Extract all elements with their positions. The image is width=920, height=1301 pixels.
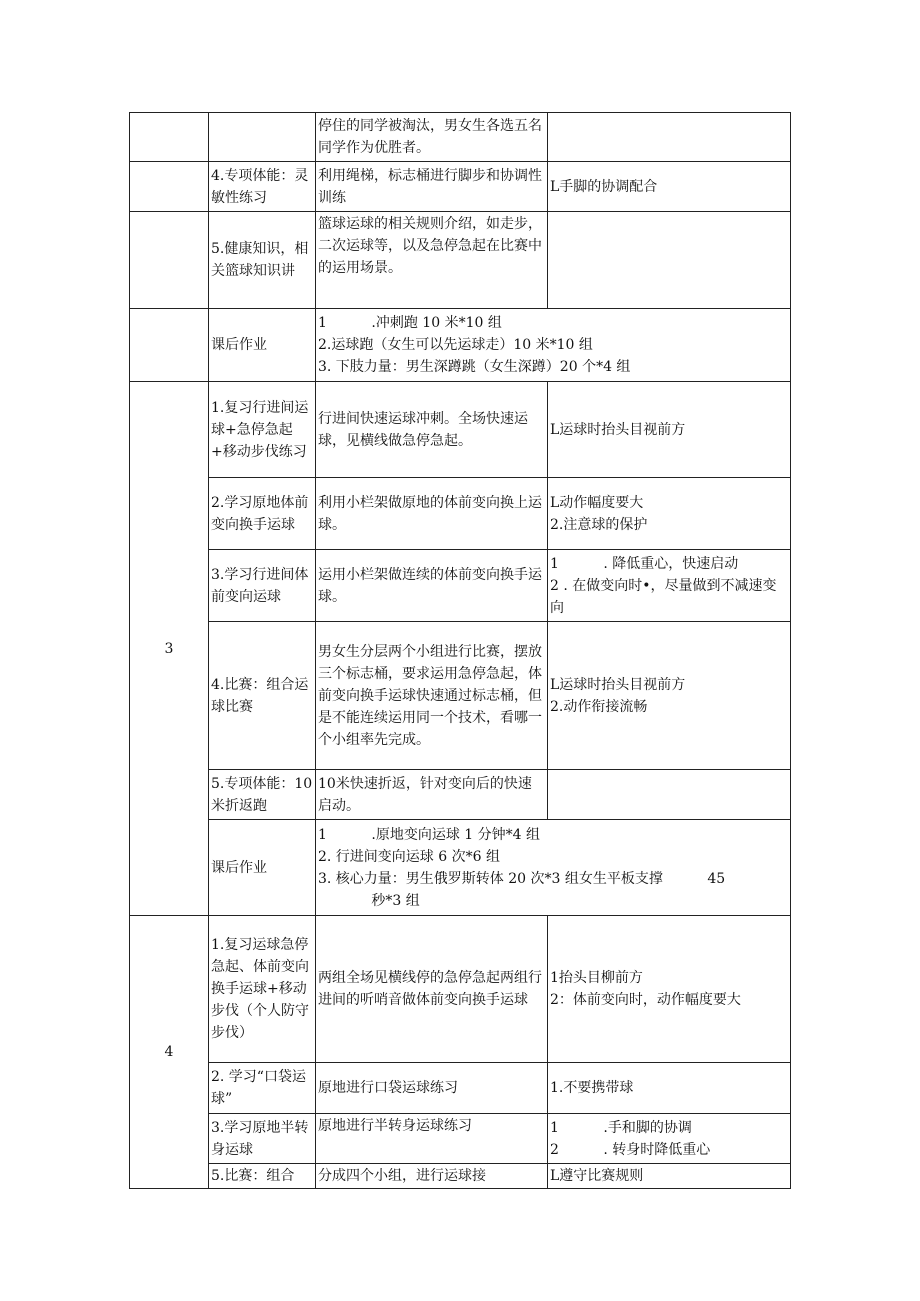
item-cell: 5.比赛：组合 <box>209 1164 316 1189</box>
point-line: L运球时抬头目视前方 <box>550 676 686 693</box>
table-row <box>130 212 791 309</box>
table-row <box>130 820 791 916</box>
point-line: 1抬头目柳前方 <box>550 970 643 986</box>
table-row <box>130 113 791 162</box>
points-cell <box>548 212 791 309</box>
item-cell: 2. 学习“口袋运球” <box>209 1063 316 1114</box>
homework-line: 3. 下肢力量：男生深蹲跳（女生深蹲）20 个*4 组 <box>318 359 631 375</box>
point-line: L动作幅度要大 <box>550 494 644 511</box>
point-line: 2 . 转身时降低重心 <box>550 1141 711 1158</box>
points-cell <box>548 550 791 622</box>
item-cell: 4.比赛：组合运球比赛 <box>209 622 316 770</box>
table-row <box>130 478 791 550</box>
content-cell: 行进间快速运球冲刺。全场快速运球，见横线做急停急起。 <box>316 382 548 478</box>
point-line: 1 .手和脚的协调 <box>550 1119 692 1136</box>
points-cell <box>548 1063 791 1114</box>
content-cell: 利用小栏架做原地的体前变向换上运球。 <box>316 478 548 550</box>
item-cell: 5.健康知识，相关篮球知识讲 <box>209 212 316 309</box>
item-cell <box>209 113 316 162</box>
content-cell: 两组全场见横线停的急停急起两组行进间的听哨音做体前变向换手运球 <box>316 916 548 1063</box>
points-cell <box>548 916 791 1063</box>
homework-cell <box>316 820 791 916</box>
point-line: L遵守比赛规则 <box>550 1168 644 1184</box>
homework-cell <box>316 309 791 382</box>
table-row <box>130 382 791 478</box>
content-cell: 分成四个小组，进行运球接 <box>316 1164 548 1189</box>
week-number: 4 <box>130 916 209 1189</box>
content-cell: 10米快速折返，针对变向后的快速启动。 <box>316 770 548 820</box>
point-line: L手脚的协调配合 <box>550 178 658 195</box>
week-cell <box>130 212 209 309</box>
homework-line: 秒*3 组 <box>318 892 420 909</box>
item-cell: 4.专项体能：灵敏性练习 <box>209 162 316 212</box>
lesson-plan-table <box>129 112 791 1189</box>
table-row <box>130 1164 791 1189</box>
point-line: L运球时抬头目视前方 <box>550 421 686 438</box>
item-cell: 1.复习运球急停急起、体前变向换手运球+移动步伐（个人防守步伐） <box>209 916 316 1063</box>
content-cell: 原地进行口袋运球练习 <box>316 1063 548 1114</box>
table-row <box>130 916 791 1063</box>
item-cell: 课后作业 <box>209 309 316 382</box>
table-row <box>130 162 791 212</box>
homework-line: 1 .冲刺跑 10 米*10 组 <box>318 315 502 331</box>
content-cell: 利用绳梯，标志桶进行脚步和协调性训练 <box>316 162 548 212</box>
point-line: 2 . 在做变向时•，尽量做到不减速变向 <box>550 577 777 616</box>
homework-line: 2.运球跑（女生可以先运球走）10 米*10 组 <box>318 337 593 353</box>
item-cell: 2.学习原地体前变向换手运球 <box>209 478 316 550</box>
point-line: 2.注意球的保护 <box>550 516 648 533</box>
point-line: 1 . 降低重心，快速启动 <box>550 555 739 572</box>
week-cell <box>130 162 209 212</box>
table-row <box>130 1063 791 1114</box>
points-cell <box>548 1164 791 1189</box>
table-row <box>130 770 791 820</box>
item-cell: 3.学习原地半转身运球 <box>209 1114 316 1164</box>
content-cell: 男女生分层两个小组进行比赛，摆放三个标志桶，要求运用急停急起，体前变向换手运球快速通过标志桶，但是不能连续运用同一个技术，看哪一个小组率先完成。 <box>316 622 548 770</box>
table-row <box>130 622 791 770</box>
points-cell <box>548 770 791 820</box>
item-cell: 3.学习行进间体前变向运球 <box>209 550 316 622</box>
week-number: 3 <box>130 382 209 916</box>
item-cell: 课后作业 <box>209 820 316 916</box>
points-cell <box>548 1114 791 1164</box>
points-cell <box>548 622 791 770</box>
table-row <box>130 309 791 382</box>
content-cell: 原地进行半转身运球练习 <box>316 1114 548 1164</box>
points-cell <box>548 113 791 162</box>
point-line: 2：体前变向时，动作幅度要大 <box>550 992 741 1008</box>
points-cell <box>548 382 791 478</box>
point-line: 2.动作衔接流畅 <box>550 698 648 715</box>
content-cell: 运用小栏架做连续的体前变向换手运球。 <box>316 550 548 622</box>
homework-line: 2. 行进间变向运球 6 次*6 组 <box>318 848 500 865</box>
content-cell: 篮球运球的相关规则介绍，如走步，二次运球等，以及急停急起在比赛中的运用场景。 <box>316 212 548 309</box>
item-cell: 1.复习行进间运球+急停急起+移动步伐练习 <box>209 382 316 478</box>
table-row <box>130 1114 791 1164</box>
homework-line: 3. 核心力量：男生俄罗斯转体 20 次*3 组女生平板支撑 45 <box>318 870 726 887</box>
points-cell <box>548 162 791 212</box>
content-cell: 停住的同学被淘汰，男女生各选五名同学作为优胜者。 <box>316 113 548 162</box>
item-cell: 5.专项体能：10米折返跑 <box>209 770 316 820</box>
homework-line: 1 .原地变向运球 1 分钟*4 组 <box>318 826 541 843</box>
points-cell <box>548 478 791 550</box>
week-cell <box>130 113 209 162</box>
table-row <box>130 550 791 622</box>
point-line: 1.不要携带球 <box>550 1080 634 1096</box>
week-cell <box>130 309 209 382</box>
